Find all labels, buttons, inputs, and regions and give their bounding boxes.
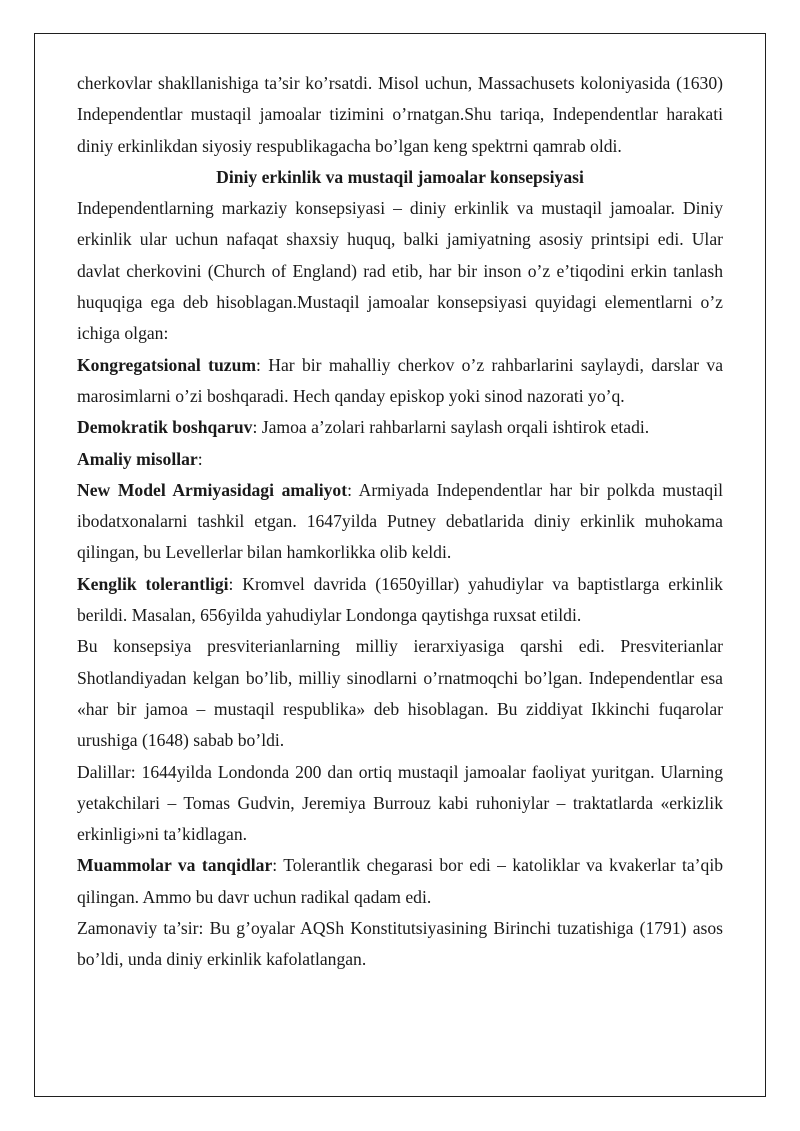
term-problems: Muammolar va tanqidlar [77, 855, 273, 876]
section-heading: Diniy erkinlik va mustaqil jamoalar konsepsiyasi [216, 166, 584, 187]
colon: : [197, 448, 203, 469]
term-democratic-governance: Demokratik boshqaruv [77, 417, 253, 438]
term-practical-examples: Amaliy misollar [77, 448, 198, 469]
term-congregational-system: Kongregatsional tuzum [77, 354, 257, 375]
paragraph-congregational-system [77, 350, 723, 413]
term-tolerance: Kenglik tolerantligi [77, 573, 229, 594]
paragraph-evidence: Dalillar: 1644yilda Londonda 200 dan ortiq mustaqil jamoalar faoliyat yuritgan. Ularning yetakchilari – Tomas Gudvin, Jeremiya Burrouz kabi ruhoniylar – traktatlarda «erkizlik erkinligi»ni ta’kidlagan. [77, 761, 723, 845]
document-body [77, 68, 723, 976]
paragraph-presbyterian-opposition: Bu konsepsiya presviterianlarning milliy ierarxiyasiga qarshi edi. Presviterianlar Shotlandiyadan kelgan bo’lib, milliy sinodlarni o’rnatmoqchi bo’lgan. Independentlar esa «har bir jamoa – mustaqil respublika» deb hisoblagan. Bu ziddiyat Ikkinchi fuqarolar urushiga (1648) sabab bo’ldi. [77, 636, 723, 751]
definition-tolerance: : Kromvel davrida (1650yillar) yahudiylar va baptistlarga erkinlik berildi. Masalan, 656yilda yahudiylar Londonga qaytishga ruxsat etildi. [77, 573, 723, 626]
paragraph-modern-influence: Zamonaviy ta’sir: Bu g’oyalar AQSh Konstitutsiyasining Birinchi tuzatishiga (1791) asos bo’ldi, unda diniy erkinlik kafolatlangan. [77, 918, 723, 970]
term-new-model-army: New Model Armiyasidagi amaliyot [77, 479, 348, 500]
paragraph-problems [77, 850, 723, 913]
definition-congregational-system: : Har bir mahalliy cherkov o’z rahbarlarini saylaydi, darslar va marosimlarni o’zi boshqaradi. Hech qanday episkop yoki sinod nazorati yo’q. [77, 354, 724, 406]
paragraph-central-concept: Independentlarning markaziy konsepsiyasi – diniy erkinlik va mustaqil jamoalar. Diniy erkinlik ular uchun nafaqat shaxsiy huquq, balki jamiyatning asosiy printsipi edi. Ular davlat cherkovini (Church of England) rad etib, har bir inson o’z e’tiqodini erkin tanlash huquqiga ega deb hisoblagan.Mustaqil jamoalar konsepsiyasi quyidagi elementlarni o’z ichiga olgan: [77, 198, 723, 344]
definition-problems: : Tolerantlik chegarasi bor edi – katoliklar va kvakerlar ta’qib qilingan. Ammo bu davr uchun radikal qadam edi. [77, 855, 724, 907]
paragraph-intro-continuation: cherkovlar shakllanishiga ta’sir ko’rsatdi. Misol uchun, Massachusets koloniyasida (1630) Independentlar mustaqil jamoalar tizimini o’rnatgan.Shu tariqa, Independentlar harakati diniy erkinlikdan siyosiy respublikagacha bo’lgan keng spektrni qamrab oldi. [77, 73, 723, 156]
paragraph-democratic-governance [77, 412, 723, 443]
paragraph-new-model-army [77, 475, 723, 569]
paragraph-tolerance [77, 569, 723, 632]
definition-new-model-army: : Armiyada Independentlar har bir polkda mustaqil ibodatxonalarni tashkil etgan. 1647yilda Putney debatlarida diniy erkinlik muhokama qilingan, bu Levellerlar bilan hamkorlikka olib keldi. [77, 479, 723, 563]
paragraph-practical-examples [77, 444, 723, 475]
definition-democratic-governance: : Jamoa a’zolari rahbarlarni saylash orqali ishtirok etadi. [252, 417, 650, 438]
